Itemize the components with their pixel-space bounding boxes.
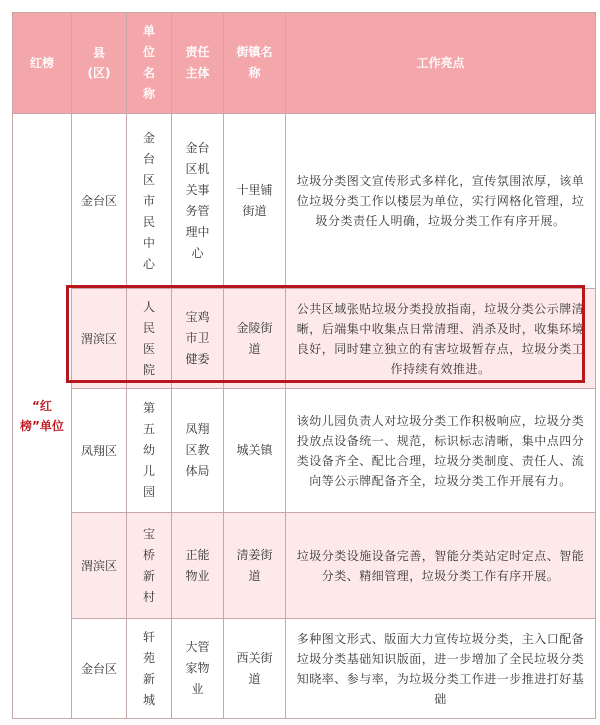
cell-highlights: 垃圾分类图文宣传形式多样化，宣传氛围浓厚，该单位垃圾分类工作以楼层为单位，实行网格化管理，垃圾分类责任人明确，垃圾分类工作有序开展。 bbox=[286, 114, 596, 289]
cell-street-text: 十里铺街道 bbox=[236, 183, 273, 218]
cell-unit bbox=[127, 289, 172, 389]
cell-highlights: 该幼儿园负责人对垃圾分类工作积极响应，垃圾分类投放点设备统一、规范，标识标志清晰，集中点四分类设备齐全、配比合理，垃圾分类制度、责任人、流向等公示牌配备齐全，垃圾分类工作开展有力。 bbox=[286, 389, 596, 513]
cell-responsible bbox=[172, 389, 224, 513]
cell-county: 渭滨区 bbox=[72, 289, 127, 389]
cell-responsible bbox=[172, 513, 224, 619]
cell-responsible bbox=[172, 619, 224, 719]
table-row bbox=[13, 114, 596, 289]
cell-street-text: 清姜街道 bbox=[236, 547, 273, 583]
cell-street bbox=[224, 619, 286, 719]
header-street bbox=[224, 13, 286, 114]
header-responsible-text: 责任主体 bbox=[185, 45, 210, 80]
cell-street-text: 城关镇 bbox=[236, 443, 273, 457]
table-row bbox=[13, 389, 596, 513]
header-unit-text: 单位名称 bbox=[142, 24, 155, 101]
red-list-label-text: “红榜”单位 bbox=[20, 399, 64, 433]
cell-street-text: 西关街道 bbox=[236, 650, 273, 686]
cell-street bbox=[224, 513, 286, 619]
cell-highlights: 多种图文形式、版面大力宣传垃圾分类，主入口配备垃圾分类基础知识版面，进一步增加了全民垃圾分类知晓率、参与率，为垃圾分类工作进一步推进打好基础 bbox=[286, 619, 596, 719]
header-unit bbox=[127, 13, 172, 114]
cell-unit bbox=[127, 114, 172, 289]
cell-unit bbox=[127, 619, 172, 719]
cell-unit-text: 第五幼儿园 bbox=[142, 401, 155, 499]
header-highlights: 工作亮点 bbox=[286, 13, 596, 114]
cell-highlights: 垃圾分类设施设备完善，智能分类站定时定点、智能分类、精细管理，垃圾分类工作有序开展。 bbox=[286, 513, 596, 619]
header-responsible bbox=[172, 13, 224, 114]
header-street-text: 街镇名称 bbox=[236, 45, 273, 80]
cell-unit-text: 宝桥新村 bbox=[142, 526, 155, 604]
cell-unit bbox=[127, 513, 172, 619]
cell-street bbox=[224, 289, 286, 389]
table-row bbox=[13, 513, 596, 619]
header-county-text: 县 (区) bbox=[87, 46, 111, 80]
table-row bbox=[13, 619, 596, 719]
table-header-row bbox=[13, 13, 596, 114]
cell-county: 渭滨区 bbox=[72, 513, 127, 619]
red-list-table bbox=[12, 12, 596, 719]
cell-responsible-text: 正能物业 bbox=[185, 547, 210, 583]
cell-street bbox=[224, 114, 286, 289]
cell-responsible bbox=[172, 114, 224, 289]
cell-responsible-text: 大管家物业 bbox=[185, 640, 210, 696]
cell-unit-text: 人民医院 bbox=[142, 299, 155, 377]
cell-county: 金台区 bbox=[72, 114, 127, 289]
header-county bbox=[72, 13, 127, 114]
red-list-label bbox=[13, 114, 72, 719]
cell-unit-text: 轩苑新城 bbox=[142, 629, 155, 707]
cell-responsible-text: 金台区机关事务管理中心 bbox=[185, 141, 210, 260]
table-row bbox=[13, 289, 596, 389]
cell-responsible bbox=[172, 289, 224, 389]
cell-county: 金台区 bbox=[72, 619, 127, 719]
header-honor: 红榜 bbox=[13, 13, 72, 114]
cell-county: 凤翔区 bbox=[72, 389, 127, 513]
cell-unit bbox=[127, 389, 172, 513]
cell-responsible-text: 凤翔区教体局 bbox=[185, 422, 210, 478]
cell-highlights: 公共区域张贴垃圾分类投放指南，垃圾分类公示牌清晰，后端集中收集点日常清理、消杀及时，收集环境良好，同时建立独立的有害垃圾暂存点，垃圾分类工作持续有效推进。 bbox=[286, 289, 596, 389]
cell-unit-text: 金台区市民中心 bbox=[142, 130, 155, 271]
cell-responsible-text: 宝鸡市卫健委 bbox=[185, 310, 210, 366]
cell-street bbox=[224, 389, 286, 513]
cell-street-text: 金陵街道 bbox=[236, 320, 273, 356]
